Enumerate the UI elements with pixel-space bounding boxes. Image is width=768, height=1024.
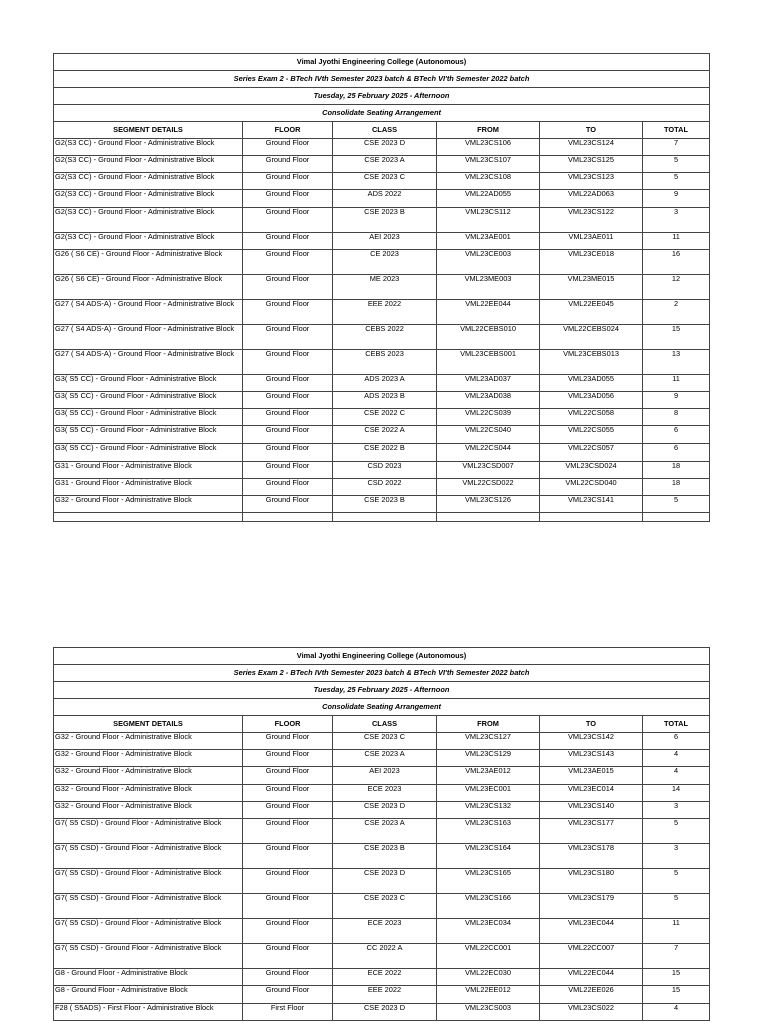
arrangement-title: Consolidate Seating Arrangement bbox=[54, 699, 710, 716]
floor-cell: Ground Floor bbox=[243, 426, 333, 444]
total-cell: 7 bbox=[643, 139, 710, 156]
total-cell: 9 bbox=[643, 190, 710, 208]
floor-cell: Ground Floor bbox=[243, 350, 333, 375]
empty-cell bbox=[54, 513, 243, 522]
to-cell: VML23CS123 bbox=[540, 173, 643, 190]
table-row bbox=[54, 733, 710, 750]
from-cell: VML23AE012 bbox=[437, 767, 540, 785]
from-cell: VML22EC030 bbox=[437, 969, 540, 986]
table-row bbox=[54, 275, 710, 300]
class-cell: CSE 2023 A bbox=[333, 819, 437, 844]
from-cell: VML22CC001 bbox=[437, 944, 540, 969]
class-cell: CEBS 2022 bbox=[333, 325, 437, 350]
class-cell: AEI 2023 bbox=[333, 233, 437, 250]
segment-cell: G32 - Ground Floor - Administrative Block bbox=[54, 733, 243, 750]
total-cell: 15 bbox=[643, 969, 710, 986]
to-cell: VML23CS142 bbox=[540, 733, 643, 750]
floor-cell: Ground Floor bbox=[243, 325, 333, 350]
class-cell: CSE 2023 A bbox=[333, 156, 437, 173]
total-cell: 6 bbox=[643, 733, 710, 750]
segment-cell: F28 ( S5ADS) - First Floor - Administrative Block bbox=[54, 1004, 243, 1021]
floor-cell: Ground Floor bbox=[243, 785, 333, 802]
floor-cell: Ground Floor bbox=[243, 479, 333, 496]
class-cell: CSD 2022 bbox=[333, 479, 437, 496]
segment-cell: G2(S3 CC) - Ground Floor - Administrative Block bbox=[54, 173, 243, 190]
segment-cell: G3( S5 CC) - Ground Floor - Administrative Block bbox=[54, 409, 243, 426]
from-cell: VML23CS129 bbox=[437, 750, 540, 767]
total-cell: 2 bbox=[643, 300, 710, 325]
floor-cell: Ground Floor bbox=[243, 139, 333, 156]
header-row bbox=[54, 716, 710, 733]
segment-cell: G27 ( S4 ADS-A) - Ground Floor - Administrative Block bbox=[54, 350, 243, 375]
table-row bbox=[54, 894, 710, 919]
to-cell: VML23CS140 bbox=[540, 802, 643, 819]
floor-cell: Ground Floor bbox=[243, 986, 333, 1004]
total-cell: 6 bbox=[643, 444, 710, 462]
total-cell: 5 bbox=[643, 869, 710, 894]
segment-cell: G2(S3 CC) - Ground Floor - Administrative Block bbox=[54, 190, 243, 208]
to-cell: VML23CS022 bbox=[540, 1004, 643, 1021]
total-cell: 18 bbox=[643, 462, 710, 479]
total-cell: 3 bbox=[643, 844, 710, 869]
table-row bbox=[54, 190, 710, 208]
from-cell: VML23EC001 bbox=[437, 785, 540, 802]
from-cell: VML23CS106 bbox=[437, 139, 540, 156]
table-row bbox=[54, 479, 710, 496]
floor-cell: Ground Floor bbox=[243, 156, 333, 173]
to-cell: VML23CS141 bbox=[540, 496, 643, 513]
floor-cell: Ground Floor bbox=[243, 869, 333, 894]
total-cell: 3 bbox=[643, 802, 710, 819]
table-row bbox=[54, 325, 710, 350]
floor-cell: Ground Floor bbox=[243, 275, 333, 300]
from-cell: VML23CS164 bbox=[437, 844, 540, 869]
segment-cell: G32 - Ground Floor - Administrative Block bbox=[54, 750, 243, 767]
total-cell: 4 bbox=[643, 767, 710, 785]
to-cell: VML23CE018 bbox=[540, 250, 643, 275]
floor-cell: Ground Floor bbox=[243, 944, 333, 969]
from-cell: VML23AD038 bbox=[437, 392, 540, 409]
class-cell: ME 2023 bbox=[333, 275, 437, 300]
segment-cell: G7( S5 CSD) - Ground Floor - Administrative Block bbox=[54, 869, 243, 894]
col-header: FLOOR bbox=[243, 716, 333, 733]
table-row bbox=[54, 750, 710, 767]
segment-cell: G8 - Ground Floor - Administrative Block bbox=[54, 986, 243, 1004]
table-row bbox=[54, 426, 710, 444]
table-row bbox=[54, 233, 710, 250]
total-cell: 6 bbox=[643, 426, 710, 444]
from-cell: VML23CS107 bbox=[437, 156, 540, 173]
to-cell: VML22EE045 bbox=[540, 300, 643, 325]
class-cell: EEE 2022 bbox=[333, 300, 437, 325]
class-cell: CSE 2023 B bbox=[333, 844, 437, 869]
from-cell: VML22AD055 bbox=[437, 190, 540, 208]
floor-cell: Ground Floor bbox=[243, 392, 333, 409]
table-row bbox=[54, 869, 710, 894]
table-row bbox=[54, 919, 710, 944]
empty-cell bbox=[540, 513, 643, 522]
total-cell: 8 bbox=[643, 409, 710, 426]
class-cell: CSE 2022 A bbox=[333, 426, 437, 444]
floor-cell: Ground Floor bbox=[243, 802, 333, 819]
to-cell: VML22CSD040 bbox=[540, 479, 643, 496]
floor-cell: Ground Floor bbox=[243, 496, 333, 513]
from-cell: VML23CS163 bbox=[437, 819, 540, 844]
segment-cell: G32 - Ground Floor - Administrative Block bbox=[54, 496, 243, 513]
floor-cell: Ground Floor bbox=[243, 733, 333, 750]
segment-cell: G7( S5 CSD) - Ground Floor - Administrative Block bbox=[54, 819, 243, 844]
to-cell: VML22EE026 bbox=[540, 986, 643, 1004]
exam-title: Series Exam 2 - BTech IVth Semester 2023 batch & BTech VI'th Semester 2022 batch bbox=[54, 71, 710, 88]
college-title: Vimal Jyothi Engineering College (Autonomous) bbox=[54, 54, 710, 71]
class-cell: ADS 2022 bbox=[333, 190, 437, 208]
class-cell: CSE 2023 A bbox=[333, 750, 437, 767]
segment-cell: G2(S3 CC) - Ground Floor - Administrative Block bbox=[54, 233, 243, 250]
exam-date: Tuesday, 25 February 2025 - Afternoon bbox=[54, 88, 710, 105]
class-cell: ECE 2022 bbox=[333, 969, 437, 986]
col-header: TO bbox=[540, 122, 643, 139]
class-cell: ECE 2023 bbox=[333, 919, 437, 944]
to-cell: VML23CS179 bbox=[540, 894, 643, 919]
segment-cell: G26 ( S6 CE) - Ground Floor - Administrative Block bbox=[54, 275, 243, 300]
col-header: CLASS bbox=[333, 122, 437, 139]
floor-cell: Ground Floor bbox=[243, 208, 333, 233]
seating-table-1 bbox=[53, 53, 710, 522]
class-cell: CSE 2023 B bbox=[333, 496, 437, 513]
col-header: FROM bbox=[437, 716, 540, 733]
class-cell: ADS 2023 B bbox=[333, 392, 437, 409]
seating-table-2 bbox=[53, 647, 710, 1021]
total-cell: 4 bbox=[643, 750, 710, 767]
total-cell: 4 bbox=[643, 1004, 710, 1021]
from-cell: VML23CS126 bbox=[437, 496, 540, 513]
header-row bbox=[54, 122, 710, 139]
class-cell: CSE 2023 C bbox=[333, 894, 437, 919]
table-row bbox=[54, 986, 710, 1004]
from-cell: VML23CS127 bbox=[437, 733, 540, 750]
class-cell: CSD 2023 bbox=[333, 462, 437, 479]
floor-cell: Ground Floor bbox=[243, 250, 333, 275]
exam-date: Tuesday, 25 February 2025 - Afternoon bbox=[54, 682, 710, 699]
to-cell: VML23AE011 bbox=[540, 233, 643, 250]
table-row bbox=[54, 462, 710, 479]
segment-cell: G26 ( S6 CE) - Ground Floor - Administrative Block bbox=[54, 250, 243, 275]
empty-cell bbox=[333, 513, 437, 522]
class-cell: CEBS 2023 bbox=[333, 350, 437, 375]
to-cell: VML23AE015 bbox=[540, 767, 643, 785]
total-cell: 5 bbox=[643, 496, 710, 513]
table-row bbox=[54, 375, 710, 392]
to-cell: VML22CEBS024 bbox=[540, 325, 643, 350]
table-row bbox=[54, 208, 710, 233]
to-cell: VML23CS178 bbox=[540, 844, 643, 869]
table-row bbox=[54, 944, 710, 969]
segment-cell: G2(S3 CC) - Ground Floor - Administrative Block bbox=[54, 208, 243, 233]
to-cell: VML23CSD024 bbox=[540, 462, 643, 479]
college-title: Vimal Jyothi Engineering College (Autonomous) bbox=[54, 648, 710, 665]
floor-cell: Ground Floor bbox=[243, 844, 333, 869]
segment-cell: G31 - Ground Floor - Administrative Block bbox=[54, 479, 243, 496]
table-row bbox=[54, 350, 710, 375]
table-row bbox=[54, 173, 710, 190]
to-cell: VML23ME015 bbox=[540, 275, 643, 300]
segment-cell: G32 - Ground Floor - Administrative Block bbox=[54, 785, 243, 802]
table-row bbox=[54, 496, 710, 513]
table-row bbox=[54, 969, 710, 986]
from-cell: VML23EC034 bbox=[437, 919, 540, 944]
table-row bbox=[54, 156, 710, 173]
total-cell: 16 bbox=[643, 250, 710, 275]
floor-cell: Ground Floor bbox=[243, 819, 333, 844]
col-header: FLOOR bbox=[243, 122, 333, 139]
segment-cell: G7( S5 CSD) - Ground Floor - Administrative Block bbox=[54, 944, 243, 969]
from-cell: VML22EE012 bbox=[437, 986, 540, 1004]
segment-cell: G3( S5 CC) - Ground Floor - Administrative Block bbox=[54, 426, 243, 444]
floor-cell: Ground Floor bbox=[243, 462, 333, 479]
from-cell: VML22CSD022 bbox=[437, 479, 540, 496]
class-cell: EEE 2022 bbox=[333, 986, 437, 1004]
from-cell: VML23CS108 bbox=[437, 173, 540, 190]
table-row bbox=[54, 409, 710, 426]
class-cell: AEI 2023 bbox=[333, 767, 437, 785]
table-row bbox=[54, 785, 710, 802]
to-cell: VML22EC044 bbox=[540, 969, 643, 986]
segment-cell: G7( S5 CSD) - Ground Floor - Administrative Block bbox=[54, 919, 243, 944]
col-header: SEGMENT DETAILS bbox=[54, 716, 243, 733]
col-header: SEGMENT DETAILS bbox=[54, 122, 243, 139]
from-cell: VML23CS003 bbox=[437, 1004, 540, 1021]
from-cell: VML22CS039 bbox=[437, 409, 540, 426]
segment-cell: G3( S5 CC) - Ground Floor - Administrative Block bbox=[54, 392, 243, 409]
table-row bbox=[54, 767, 710, 785]
empty-cell bbox=[643, 513, 710, 522]
table-row bbox=[54, 444, 710, 462]
from-cell: VML22CEBS010 bbox=[437, 325, 540, 350]
to-cell: VML23EC014 bbox=[540, 785, 643, 802]
total-cell: 5 bbox=[643, 173, 710, 190]
total-cell: 5 bbox=[643, 819, 710, 844]
total-cell: 11 bbox=[643, 919, 710, 944]
from-cell: VML22EE044 bbox=[437, 300, 540, 325]
to-cell: VML22CS057 bbox=[540, 444, 643, 462]
class-cell: CC 2022 A bbox=[333, 944, 437, 969]
class-cell: CSE 2023 C bbox=[333, 173, 437, 190]
segment-cell: G2(S3 CC) - Ground Floor - Administrative Block bbox=[54, 139, 243, 156]
floor-cell: Ground Floor bbox=[243, 969, 333, 986]
col-header: FROM bbox=[437, 122, 540, 139]
floor-cell: First Floor bbox=[243, 1004, 333, 1021]
class-cell: CSE 2023 D bbox=[333, 1004, 437, 1021]
total-cell: 5 bbox=[643, 894, 710, 919]
floor-cell: Ground Floor bbox=[243, 375, 333, 392]
floor-cell: Ground Floor bbox=[243, 233, 333, 250]
total-cell: 3 bbox=[643, 208, 710, 233]
floor-cell: Ground Floor bbox=[243, 190, 333, 208]
total-cell: 18 bbox=[643, 479, 710, 496]
class-cell: ECE 2023 bbox=[333, 785, 437, 802]
floor-cell: Ground Floor bbox=[243, 750, 333, 767]
to-cell: VML23CS124 bbox=[540, 139, 643, 156]
class-cell: CSE 2023 B bbox=[333, 208, 437, 233]
col-header: TO bbox=[540, 716, 643, 733]
empty-cell bbox=[243, 513, 333, 522]
floor-cell: Ground Floor bbox=[243, 894, 333, 919]
class-cell: CE 2023 bbox=[333, 250, 437, 275]
floor-cell: Ground Floor bbox=[243, 409, 333, 426]
total-cell: 15 bbox=[643, 325, 710, 350]
table-row bbox=[54, 1004, 710, 1021]
total-cell: 12 bbox=[643, 275, 710, 300]
segment-cell: G2(S3 CC) - Ground Floor - Administrative Block bbox=[54, 156, 243, 173]
segment-cell: G32 - Ground Floor - Administrative Block bbox=[54, 767, 243, 785]
total-cell: 9 bbox=[643, 392, 710, 409]
total-cell: 11 bbox=[643, 233, 710, 250]
class-cell: CSE 2022 B bbox=[333, 444, 437, 462]
to-cell: VML23CEBS013 bbox=[540, 350, 643, 375]
col-header: CLASS bbox=[333, 716, 437, 733]
to-cell: VML23CS177 bbox=[540, 819, 643, 844]
from-cell: VML23AD037 bbox=[437, 375, 540, 392]
col-header: TOTAL bbox=[643, 716, 710, 733]
to-cell: VML22CC007 bbox=[540, 944, 643, 969]
to-cell: VML23EC044 bbox=[540, 919, 643, 944]
to-cell: VML23AD056 bbox=[540, 392, 643, 409]
table-row bbox=[54, 139, 710, 156]
to-cell: VML23CS122 bbox=[540, 208, 643, 233]
floor-cell: Ground Floor bbox=[243, 300, 333, 325]
from-cell: VML23CS165 bbox=[437, 869, 540, 894]
to-cell: VML22AD063 bbox=[540, 190, 643, 208]
table-row bbox=[54, 250, 710, 275]
from-cell: VML23CS112 bbox=[437, 208, 540, 233]
class-cell: CSE 2023 D bbox=[333, 139, 437, 156]
class-cell: CSE 2022 C bbox=[333, 409, 437, 426]
from-cell: VML23AE001 bbox=[437, 233, 540, 250]
class-cell: CSE 2023 D bbox=[333, 802, 437, 819]
from-cell: VML23ME003 bbox=[437, 275, 540, 300]
segment-cell: G32 - Ground Floor - Administrative Block bbox=[54, 802, 243, 819]
segment-cell: G31 - Ground Floor - Administrative Block bbox=[54, 462, 243, 479]
segment-cell: G7( S5 CSD) - Ground Floor - Administrative Block bbox=[54, 844, 243, 869]
total-cell: 11 bbox=[643, 375, 710, 392]
segment-cell: G3( S5 CC) - Ground Floor - Administrative Block bbox=[54, 375, 243, 392]
class-cell: ADS 2023 A bbox=[333, 375, 437, 392]
table-row bbox=[54, 844, 710, 869]
class-cell: CSE 2023 C bbox=[333, 733, 437, 750]
from-cell: VML23CSD007 bbox=[437, 462, 540, 479]
total-cell: 5 bbox=[643, 156, 710, 173]
segment-cell: G8 - Ground Floor - Administrative Block bbox=[54, 969, 243, 986]
table-row bbox=[54, 300, 710, 325]
from-cell: VML23CEBS001 bbox=[437, 350, 540, 375]
to-cell: VML23CS180 bbox=[540, 869, 643, 894]
exam-title: Series Exam 2 - BTech IVth Semester 2023 batch & BTech VI'th Semester 2022 batch bbox=[54, 665, 710, 682]
floor-cell: Ground Floor bbox=[243, 444, 333, 462]
segment-cell: G27 ( S4 ADS-A) - Ground Floor - Administrative Block bbox=[54, 325, 243, 350]
from-cell: VML23CS166 bbox=[437, 894, 540, 919]
to-cell: VML22CS055 bbox=[540, 426, 643, 444]
from-cell: VML23CE003 bbox=[437, 250, 540, 275]
floor-cell: Ground Floor bbox=[243, 173, 333, 190]
to-cell: VML23CS143 bbox=[540, 750, 643, 767]
blank-row bbox=[54, 513, 710, 522]
col-header: TOTAL bbox=[643, 122, 710, 139]
total-cell: 15 bbox=[643, 986, 710, 1004]
total-cell: 7 bbox=[643, 944, 710, 969]
class-cell: CSE 2023 D bbox=[333, 869, 437, 894]
from-cell: VML23CS132 bbox=[437, 802, 540, 819]
to-cell: VML23AD055 bbox=[540, 375, 643, 392]
to-cell: VML22CS058 bbox=[540, 409, 643, 426]
table-row bbox=[54, 392, 710, 409]
total-cell: 14 bbox=[643, 785, 710, 802]
table-row bbox=[54, 802, 710, 819]
arrangement-title: Consolidate Seating Arrangement bbox=[54, 105, 710, 122]
total-cell: 13 bbox=[643, 350, 710, 375]
segment-cell: G3( S5 CC) - Ground Floor - Administrative Block bbox=[54, 444, 243, 462]
table-row bbox=[54, 819, 710, 844]
from-cell: VML22CS044 bbox=[437, 444, 540, 462]
floor-cell: Ground Floor bbox=[243, 767, 333, 785]
empty-cell bbox=[437, 513, 540, 522]
segment-cell: G27 ( S4 ADS-A) - Ground Floor - Administrative Block bbox=[54, 300, 243, 325]
to-cell: VML23CS125 bbox=[540, 156, 643, 173]
segment-cell: G7( S5 CSD) - Ground Floor - Administrative Block bbox=[54, 894, 243, 919]
floor-cell: Ground Floor bbox=[243, 919, 333, 944]
from-cell: VML22CS040 bbox=[437, 426, 540, 444]
